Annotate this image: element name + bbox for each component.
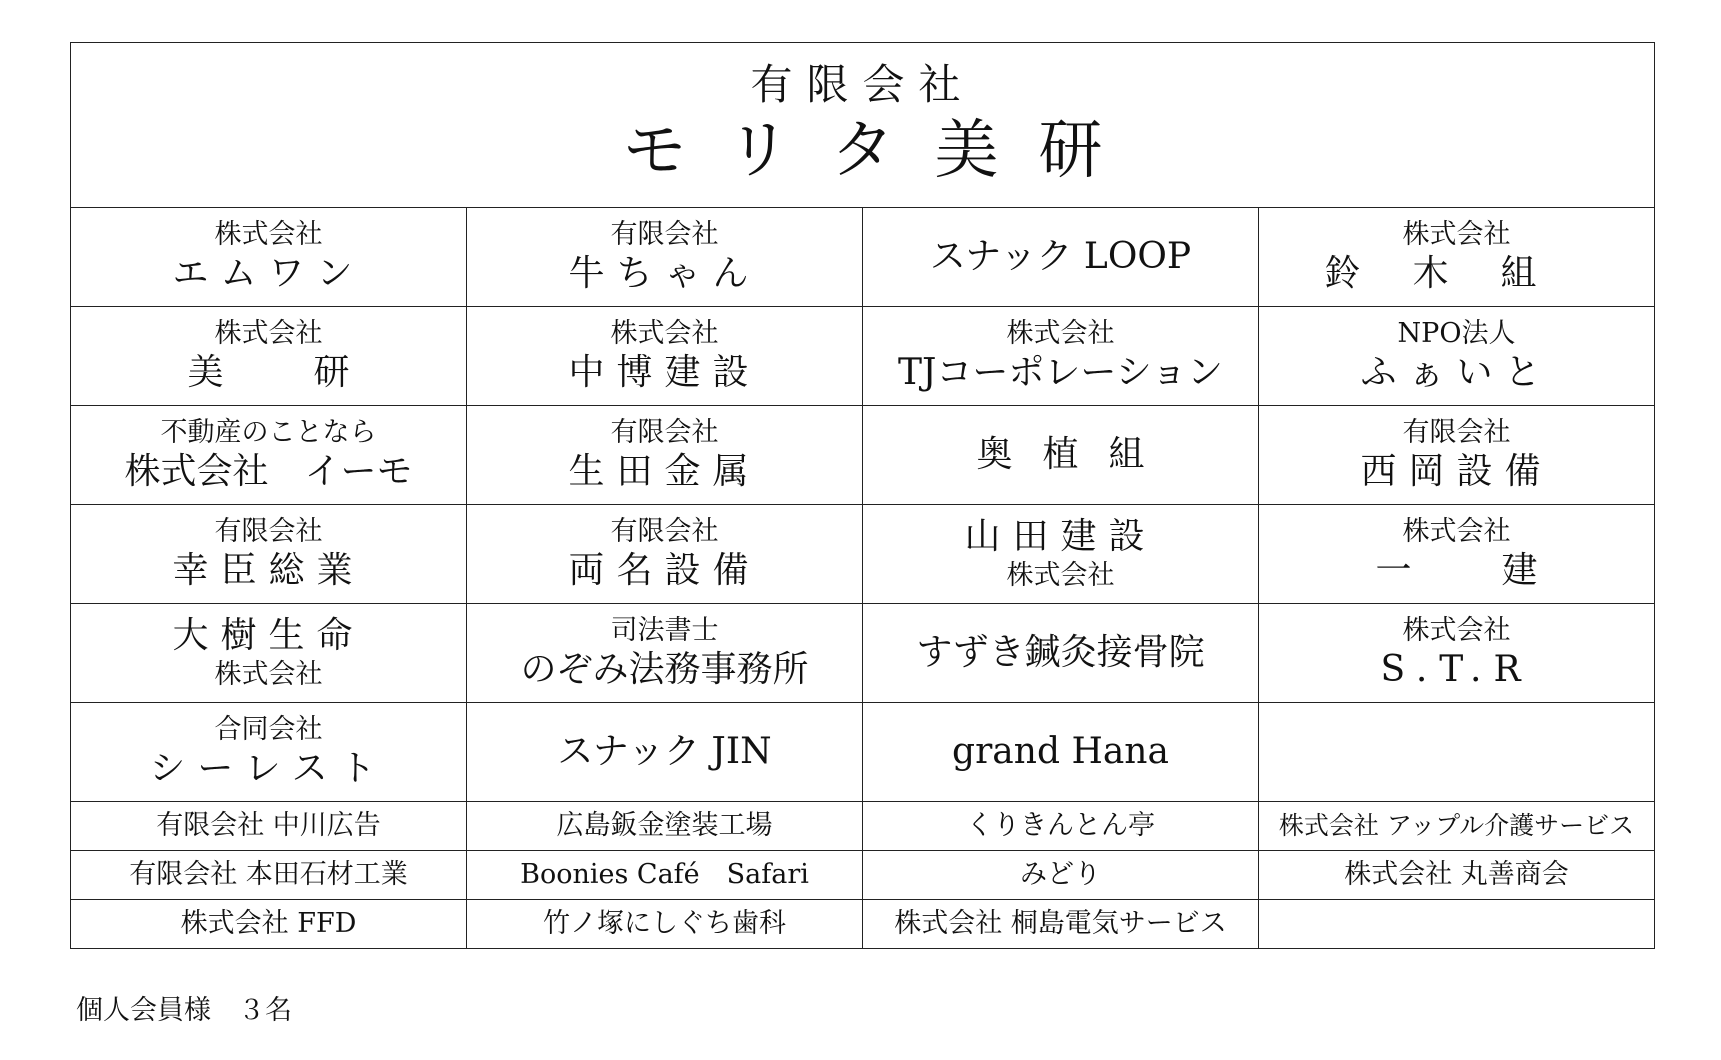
company-type: 司法書士	[610, 615, 719, 646]
company-name: ふぁいと	[1360, 352, 1553, 393]
sponsor-cell: 株式会社 FFD	[71, 900, 467, 949]
sponsor-cell	[863, 604, 1259, 703]
company-type: 有限会社	[610, 219, 719, 250]
company-type: 株式会社	[610, 318, 719, 349]
sponsor-cell	[1259, 604, 1655, 703]
sponsor-cell: みどり	[863, 851, 1259, 900]
company-name: 美研	[187, 352, 440, 393]
company-name: 鈴木組	[1324, 253, 1589, 294]
company-name: エムワン	[172, 253, 365, 294]
sponsor-cell: 竹ノ塚にしぐち歯科	[467, 900, 863, 949]
empty-cell	[1259, 703, 1655, 802]
table-row	[71, 307, 1655, 406]
company-name: スナック JIN	[557, 731, 772, 772]
sponsor-cell	[467, 208, 863, 307]
sponsor-cell: くりきんとん亭	[863, 802, 1259, 851]
company-name: 西岡設備	[1360, 451, 1553, 492]
sponsor-cell	[1259, 406, 1655, 505]
company-name: すずき鍼灸接骨院	[916, 632, 1205, 673]
sponsor-cell	[863, 703, 1259, 802]
company-type: 有限会社	[610, 417, 719, 448]
company-name: 幸臣総業	[172, 550, 365, 591]
sponsor-cell	[467, 604, 863, 703]
sponsor-cell	[71, 307, 467, 406]
main-sponsor-type: 有限会社	[750, 60, 975, 109]
company-name: 奥植組	[976, 434, 1175, 475]
company-type: 株式会社	[214, 219, 323, 250]
sponsor-cell: 有限会社 中川広告	[71, 802, 467, 851]
company-type: 有限会社	[1402, 417, 1511, 448]
company-type: NPO法人	[1397, 318, 1516, 349]
sponsor-cell	[71, 703, 467, 802]
sponsor-cell	[863, 307, 1259, 406]
company-name: 両名設備	[568, 550, 761, 591]
sponsor-cell	[1259, 307, 1655, 406]
table-row	[71, 703, 1655, 802]
sponsor-cell: Boonies Café Safari	[467, 851, 863, 900]
sponsor-cell	[1259, 208, 1655, 307]
company-type: 株式会社	[1402, 219, 1511, 250]
company-name: 大樹生命	[172, 615, 365, 656]
company-name: 生田金属	[568, 451, 761, 492]
table-row	[71, 851, 1655, 900]
header-row	[71, 43, 1655, 208]
sponsor-cell: 有限会社 本田石材工業	[71, 851, 467, 900]
company-name: 株式会社 イーモ	[124, 451, 413, 492]
company-name: S.T.R	[1380, 649, 1533, 690]
company-type: 株式会社	[214, 318, 323, 349]
table-row	[71, 900, 1655, 949]
company-type: 有限会社	[214, 516, 323, 547]
table-row	[71, 406, 1655, 505]
individual-members-note: 個人会員様 ３名	[76, 995, 292, 1026]
company-name: スナック LOOP	[929, 236, 1192, 277]
sponsor-cell: 株式会社 アップル介護サービス	[1259, 802, 1655, 851]
company-type: 株式会社	[1006, 318, 1115, 349]
sponsor-cell	[467, 406, 863, 505]
company-type: 株式会社	[1402, 615, 1511, 646]
sponsor-cell: 株式会社 桐島電気サービス	[863, 900, 1259, 949]
sponsor-cell: 株式会社 丸善商会	[1259, 851, 1655, 900]
company-type: 合同会社	[214, 714, 323, 745]
table-row	[71, 208, 1655, 307]
company-name: 山田建設	[964, 516, 1157, 557]
company-name: 一建	[1375, 550, 1628, 591]
company-name: 牛ちゃん	[568, 253, 761, 294]
sponsor-cell	[1259, 505, 1655, 604]
sponsor-cell	[863, 505, 1259, 604]
company-type: 有限会社	[610, 516, 719, 547]
company-type: 株式会社	[1006, 560, 1115, 591]
company-type: 不動産のことなら	[160, 417, 377, 448]
sponsor-cell	[71, 604, 467, 703]
table-row	[71, 505, 1655, 604]
company-name: grand Hana	[952, 731, 1169, 772]
sponsor-cell	[467, 505, 863, 604]
sponsor-cell	[71, 406, 467, 505]
company-type: 株式会社	[214, 659, 323, 690]
sponsor-cell	[863, 406, 1259, 505]
empty-cell	[1259, 900, 1655, 949]
main-sponsor-cell	[71, 43, 1655, 208]
sponsor-cell	[71, 208, 467, 307]
company-name: TJコーポレーション	[897, 352, 1223, 393]
company-name: シーレスト	[149, 748, 388, 789]
sponsor-table	[70, 42, 1655, 949]
sponsor-cell	[467, 703, 863, 802]
sponsor-cell: 広島鈑金塗装工場	[467, 802, 863, 851]
company-name: のぞみ法務事務所	[520, 649, 809, 690]
company-type: 株式会社	[1402, 516, 1511, 547]
sponsor-cell	[467, 307, 863, 406]
company-name: 中博建設	[568, 352, 761, 393]
table-row	[71, 604, 1655, 703]
table-row	[71, 802, 1655, 851]
main-sponsor-name: モリタ美研	[622, 114, 1143, 188]
sponsor-cell	[71, 505, 467, 604]
sponsor-cell	[863, 208, 1259, 307]
